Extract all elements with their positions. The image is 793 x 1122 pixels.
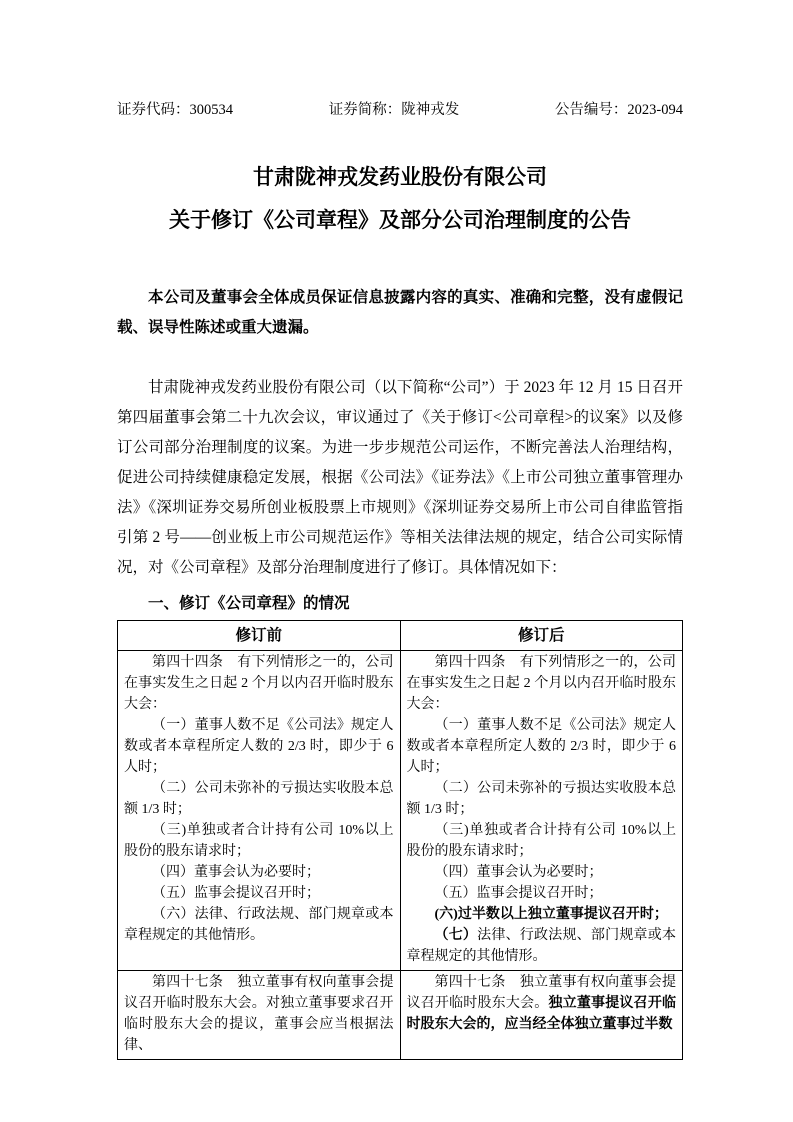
cell-paragraph — [124, 862, 394, 883]
cell-paragraph — [124, 652, 394, 715]
revision-table — [117, 620, 683, 1060]
revised-text-segment: （七） — [434, 928, 478, 943]
text-segment: （四）董事会认为必要时； — [434, 865, 603, 880]
revised-text-segment: (六)过半数以上独立董事提议召开时； — [434, 907, 668, 922]
text-segment: （一）董事人数不足《公司法》规定人数或者本章程所定人数的 2/3 时，即少于 6 人时； — [406, 718, 676, 775]
table-header-row — [118, 621, 683, 651]
table-cell-after — [400, 971, 683, 1060]
text-segment: 第四十四条 有下列情形之一的，公司在事实发生之日起 2 个月以内召开临时股东大会： — [124, 655, 394, 712]
cell-paragraph — [407, 925, 677, 967]
text-segment: 第四十七条 独立董事有权向董事会提议召开临时股东大会。对独立董事要求召开临时股东大会的提议，董事会应当根据法律、 — [124, 975, 394, 1053]
text-segment: （二）公司未弥补的亏损达实收股本总额 1/3 时； — [124, 781, 394, 817]
cell-paragraph — [407, 904, 677, 925]
text-segment: （一）董事人数不足《公司法》规定人数或者本章程所定人数的 2/3 时，即少于 6 人时； — [124, 718, 394, 775]
announcement-title: 关于修订《公司章程》及部分公司治理制度的公告 — [169, 208, 631, 232]
body-paragraph: 甘肃陇神戎发药业股份有限公司（以下简称“公司”）于 2023 年 12 月 15 日召开第四届董事会第二十九次会议，审议通过了《关于修订<公司章程>的议案》以及修订公司部分治理制度的议案。为进一步步规范公司运作，不断完善法人治理结构，促进公司持续健康稳定发展，根据《公司法》《证券法》《上市公司独立董事管理办法》《深圳证券交易所创业板股票上市规则》《深圳证券交易所上市公司自律监管指引第 2 号——创业板上市公司规范运作》等相关法律法规的规定，结合公司实际情况，对《公司章程》及部分治理制度进行了修订。具体情况如下： — [117, 379, 683, 576]
document-header — [117, 100, 683, 120]
stock-code: 证券代码：300534 — [117, 102, 233, 118]
cell-paragraph — [124, 778, 394, 820]
cell-paragraph — [407, 883, 677, 904]
cell-paragraph — [407, 652, 677, 715]
table-cell-before — [118, 971, 401, 1060]
column-header-after: 修订后 — [400, 621, 683, 651]
stock-name: 证券简称：陇神戎发 — [328, 102, 460, 118]
text-segment: （五）监事会提议召开时； — [152, 886, 320, 901]
table-cell-before — [118, 651, 401, 971]
cell-paragraph — [124, 715, 394, 778]
table-cell-after — [400, 651, 683, 971]
text-segment: （三)单独或者合计持有公司 10%以上股份的股东请求时； — [406, 823, 676, 859]
cell-paragraph — [407, 778, 677, 820]
revised-text-segment: 独立董事提议召开临时股东大会的，应当经全体独立董事过半数 — [406, 996, 677, 1032]
text-segment: 法律、行政法规、部门规章或本章程规定的其他情形。 — [406, 928, 676, 964]
cell-paragraph — [407, 972, 677, 1035]
table-row — [118, 971, 683, 1060]
text-segment: （二）公司未弥补的亏损达实收股本总额 1/3 时； — [406, 781, 676, 817]
cell-paragraph — [407, 715, 677, 778]
announcement-number: 公告编号：2023-094 — [554, 102, 683, 118]
disclosure-statement: 本公司及董事会全体成员保证信息披露内容的真实、准确和完整，没有虚假记载、误导性陈述或重大遗漏。 — [117, 289, 683, 336]
text-segment: 第四十四条 有下列情形之一的，公司在事实发生之日起 2 个月以内召开临时股东大会： — [406, 655, 676, 712]
table-row — [118, 651, 683, 971]
text-segment: （四）董事会认为必要时； — [152, 865, 320, 880]
cell-paragraph — [124, 883, 394, 904]
cell-paragraph — [407, 862, 677, 883]
cell-paragraph — [124, 820, 394, 862]
revision-table-body — [118, 651, 683, 1060]
cell-paragraph — [407, 820, 677, 862]
column-header-before: 修订前 — [118, 621, 401, 651]
text-segment: （五）监事会提议召开时； — [434, 886, 603, 901]
text-segment: （三)单独或者合计持有公司 10%以上股份的股东请求时； — [124, 823, 394, 859]
text-segment: （六）法律、行政法规、部门规章或本章程规定的其他情形。 — [124, 907, 394, 943]
section-heading: 一、修订《公司章程》的情况 — [148, 595, 350, 612]
cell-paragraph — [124, 904, 394, 946]
text-segment: 第四十七条 独立董事有权向董事会提议召开临时股东大会。 — [406, 975, 676, 1011]
company-name-title: 甘肃陇神戎发药业股份有限公司 — [253, 165, 547, 189]
cell-paragraph — [124, 972, 394, 1056]
